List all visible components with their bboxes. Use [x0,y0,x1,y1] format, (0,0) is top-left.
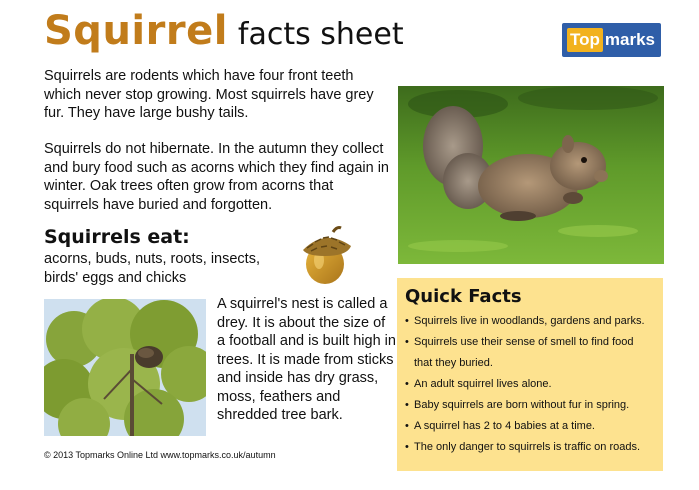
quick-fact-item: • Baby squirrels are born without fur in spring. [405,395,655,416]
squirrel-photo [398,86,664,264]
title-main: Squirrel [44,8,228,54]
quick-fact-item: • Squirrels use their sense of smell to find food [405,332,655,353]
quick-fact-item: • An adult squirrel lives alone. [405,374,655,395]
nest-text: A squirrel's nest is called a drey. It is about the size of a football and is built high in trees. It is made from sticks and inside has dry grass, moss, feathers and shredded tree bark. [217,296,396,423]
logo-part-marks: marks [604,30,656,49]
diet-text: acorns, buds, nuts, roots, insects, birds' eggs and chicks [44,251,260,286]
diet-heading: Squirrels eat: [44,226,190,248]
logo-part-top: Top [567,28,603,52]
quick-fact-item: • Squirrels live in woodlands, gardens and parks. [405,311,655,332]
topmarks-logo[interactable] [562,23,661,57]
intro-paragraph-1: Squirrels are rodents which have four front teeth which never stop growing. Most squirrels have grey fur. They have large bushy tails. [44,68,374,121]
quick-fact-continuation: that they buried. [414,357,493,369]
copyright-footer: © 2013 Topmarks Online Ltd www.topmarks.co.uk/autumn [44,450,276,460]
page-title [44,8,404,54]
acorn-icon [295,222,359,286]
title-sub: facts sheet [237,17,404,52]
quick-fact-item: • A squirrel has 2 to 4 babies at a time. [405,416,655,437]
intro-paragraph-2: Squirrels do not hibernate. In the autumn they collect and bury food such as acorns which they find again in winter. Oak trees often grow from acorns that squirrels have buried and forgotten. [44,141,389,213]
quick-facts-box [397,278,663,471]
quick-fact-item: • The only danger to squirrels is traffic on roads. [405,437,655,458]
quick-facts-list [405,311,655,458]
drey-photo [44,299,206,436]
quick-facts-title: Quick Facts [405,286,522,307]
